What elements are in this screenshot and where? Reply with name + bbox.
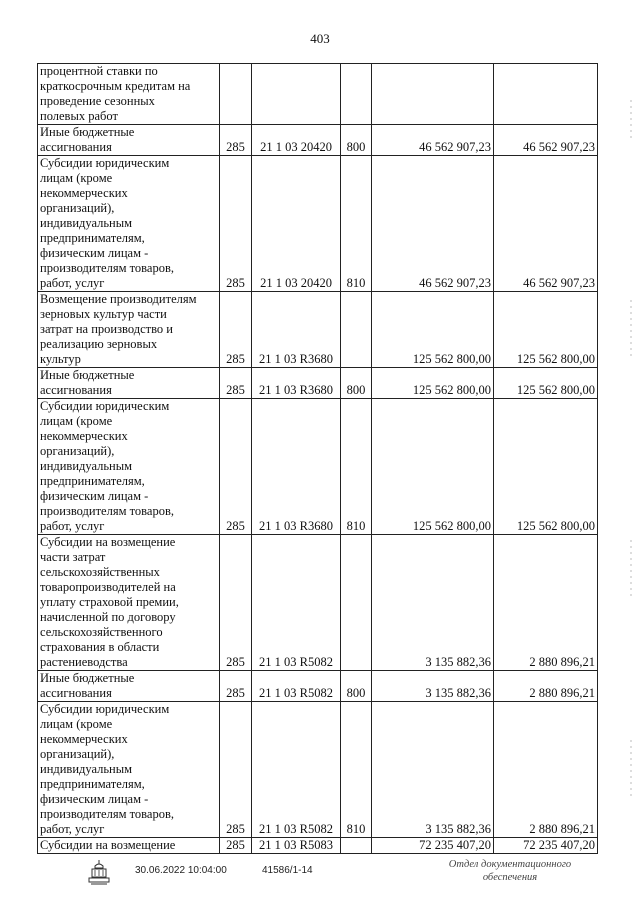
stamp-line-1: Отдел документационного [448, 859, 572, 870]
cell-target-article: 21 1 03 R3680 [252, 292, 341, 368]
cell-ministry-code: 285 [220, 535, 252, 671]
cell-amount-1: 3 135 882,36 [372, 702, 494, 838]
cell-ministry-code: 285 [220, 125, 252, 156]
budget-table [37, 63, 598, 854]
cell-ministry-code: 285 [220, 368, 252, 399]
table-row [38, 838, 598, 854]
cell-amount-2: 125 562 800,00 [494, 399, 598, 535]
cell-expense-type [341, 838, 372, 854]
cell-amount-1: 46 562 907,23 [372, 156, 494, 292]
table-row [38, 156, 598, 292]
cell-name: Иные бюджетные ассигнования [38, 125, 220, 156]
cell-name: Субсидии юридическим лицам (кроме некоммерческих организаций), индивидуальным предпринимателям, физическим лицам - производителям товаров, работ, услуг [38, 156, 220, 292]
cell-amount-1: 3 135 882,36 [372, 535, 494, 671]
footer-datetime: 30.06.2022 10:04:00 [135, 865, 227, 876]
cell-target-article [252, 64, 341, 125]
table-row [38, 399, 598, 535]
cell-target-article: 21 1 03 R3680 [252, 399, 341, 535]
page-number: 403 [310, 31, 330, 46]
cell-expense-type: 800 [341, 671, 372, 702]
stamp-line-2: обеспечения [482, 872, 538, 883]
scan-edge-marks [628, 100, 634, 820]
cell-amount-1: 125 562 800,00 [372, 399, 494, 535]
cell-expense-type: 810 [341, 702, 372, 838]
cell-amount-1: 46 562 907,23 [372, 125, 494, 156]
cell-amount-2: 2 880 896,21 [494, 671, 598, 702]
table-row [38, 125, 598, 156]
cell-amount-1: 125 562 800,00 [372, 368, 494, 399]
cell-amount-2: 72 235 407,20 [494, 838, 598, 854]
cell-name: Субсидии юридическим лицам (кроме некоммерческих организаций), индивидуальным предпринимателям, физическим лицам - производителям товаров, работ, услуг [38, 399, 220, 535]
cell-amount-2 [494, 64, 598, 125]
cell-name: Субсидии на возмещение части затрат сельскохозяйственных товаропроизводителей на уплату страховой премии, начисленной по договору сельскохозяйственного страхования в области растениеводства [38, 535, 220, 671]
cell-amount-1: 3 135 882,36 [372, 671, 494, 702]
cell-target-article: 21 1 03 R5082 [252, 671, 341, 702]
cell-ministry-code: 285 [220, 671, 252, 702]
cell-amount-1 [372, 64, 494, 125]
cell-expense-type [341, 292, 372, 368]
cell-amount-2: 46 562 907,23 [494, 125, 598, 156]
cell-ministry-code: 285 [220, 399, 252, 535]
cell-amount-1: 72 235 407,20 [372, 838, 494, 854]
table-row [38, 702, 598, 838]
cell-amount-1: 125 562 800,00 [372, 292, 494, 368]
cell-ministry-code: 285 [220, 292, 252, 368]
department-stamp [420, 858, 600, 884]
table-row [38, 671, 598, 702]
table-row [38, 535, 598, 671]
cell-name: Иные бюджетные ассигнования [38, 368, 220, 399]
cell-amount-2: 2 880 896,21 [494, 535, 598, 671]
cell-expense-type: 810 [341, 399, 372, 535]
table-row [38, 368, 598, 399]
duma-logo-icon [86, 858, 112, 886]
cell-name: процентной ставки по краткосрочным кредитам на проведение сезонных полевых работ [38, 64, 220, 125]
footer-doc-number: 41586/1-14 [262, 865, 313, 876]
cell-expense-type [341, 535, 372, 671]
cell-ministry-code [220, 64, 252, 125]
cell-ministry-code: 285 [220, 838, 252, 854]
cell-target-article: 21 1 03 20420 [252, 125, 341, 156]
cell-amount-2: 2 880 896,21 [494, 702, 598, 838]
table-row [38, 292, 598, 368]
cell-target-article: 21 1 03 R3680 [252, 368, 341, 399]
cell-ministry-code: 285 [220, 702, 252, 838]
table-body [38, 64, 598, 854]
cell-name: Субсидии юридическим лицам (кроме некоммерческих организаций), индивидуальным предпринимателям, физическим лицам - производителям товаров, работ, услуг [38, 702, 220, 838]
cell-expense-type: 800 [341, 368, 372, 399]
cell-target-article: 21 1 03 R5083 [252, 838, 341, 854]
table-row [38, 64, 598, 125]
cell-target-article: 21 1 03 R5082 [252, 535, 341, 671]
cell-name: Субсидии на возмещение [38, 838, 220, 854]
cell-target-article: 21 1 03 20420 [252, 156, 341, 292]
cell-amount-2: 46 562 907,23 [494, 156, 598, 292]
cell-amount-2: 125 562 800,00 [494, 292, 598, 368]
cell-ministry-code: 285 [220, 156, 252, 292]
cell-name: Возмещение производителям зерновых культур части затрат на производство и реализацию зерновых культур [38, 292, 220, 368]
cell-name: Иные бюджетные ассигнования [38, 671, 220, 702]
cell-expense-type [341, 64, 372, 125]
cell-target-article: 21 1 03 R5082 [252, 702, 341, 838]
cell-expense-type: 800 [341, 125, 372, 156]
cell-expense-type: 810 [341, 156, 372, 292]
cell-amount-2: 125 562 800,00 [494, 368, 598, 399]
